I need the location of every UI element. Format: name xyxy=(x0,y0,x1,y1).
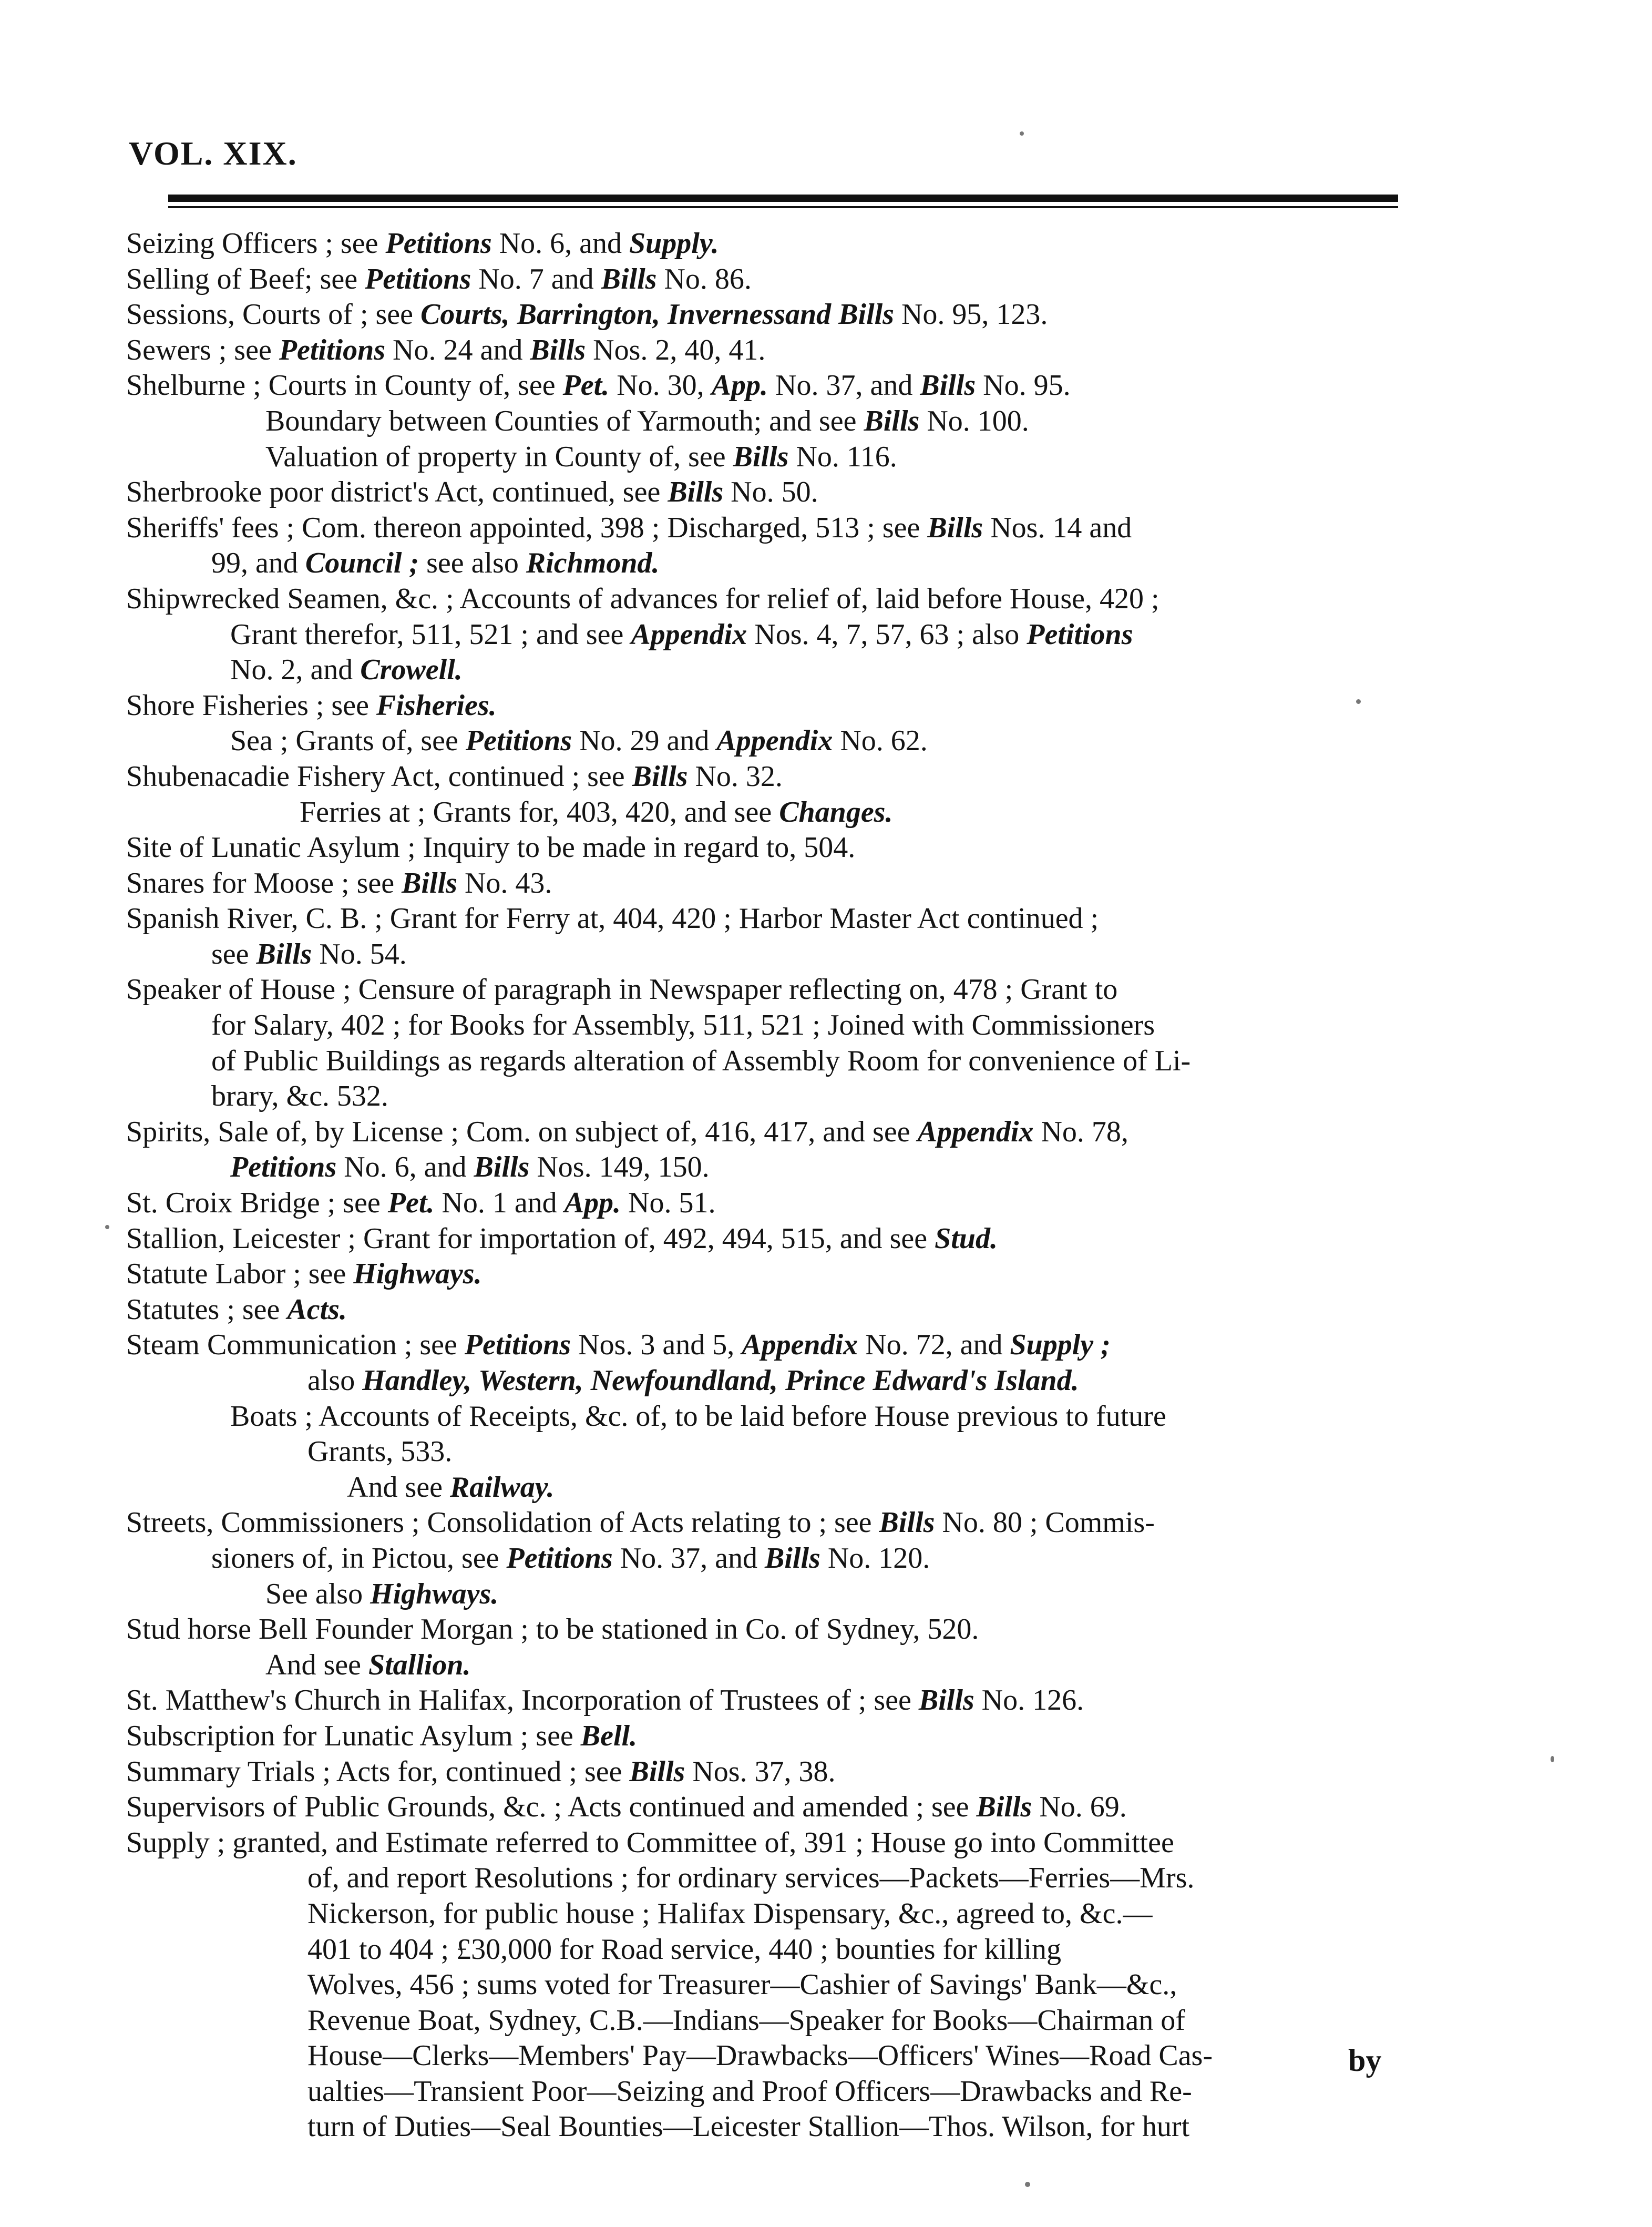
index-line xyxy=(126,546,1409,581)
entry-text: Steam Communication ; see xyxy=(126,1329,465,1362)
cross-reference: Petitions xyxy=(279,333,386,366)
entry-text: No. 54. xyxy=(312,937,407,971)
entry-text: Ferries at ; Grants for, 403, 420, and see xyxy=(300,795,779,829)
entry-text: see also xyxy=(419,547,526,580)
cross-reference: Pet. xyxy=(387,1187,435,1220)
entry-text: Revenue Boat, Sydney, C.B.—Indians—Speaker for Books—Chairman of xyxy=(307,2004,1185,2037)
entry-text: Shubenacadie Fishery Act, continued ; see xyxy=(126,760,632,793)
entry-text: Summary Trials ; Acts for, continued ; see xyxy=(126,1755,630,1788)
entry-text: Nos. 37, 38. xyxy=(685,1755,836,1788)
entry-text: Supply ; granted, and Estimate referred to Committee of, 391 ; House go into Committee xyxy=(126,1826,1174,1859)
entry-text: Spirits, Sale of, by License ; Com. on subject of, 416, 417, and see xyxy=(126,1115,918,1148)
entry-text: No. 6, and xyxy=(491,227,630,260)
cross-reference: Stud. xyxy=(935,1222,998,1255)
entry-text: No. 72, and xyxy=(858,1329,1010,1362)
index-line xyxy=(126,2109,1409,2145)
index-entries xyxy=(126,226,1409,2145)
cross-reference: Petitions xyxy=(465,724,572,758)
entry-text: No. 51. xyxy=(621,1187,716,1220)
cross-reference: Petitions xyxy=(365,262,471,295)
cross-reference: Supply. xyxy=(629,227,719,260)
entry-text: And see xyxy=(265,1648,368,1681)
entry-text: Snares for Moose ; see xyxy=(126,866,402,900)
index-line xyxy=(126,901,1409,937)
entry-text: No. 50. xyxy=(723,476,818,509)
cross-reference: Petitions xyxy=(464,1329,571,1362)
entry-text: No. 37, and xyxy=(768,369,920,402)
entry-text: No. 37, and xyxy=(612,1541,765,1575)
cross-reference: Petitions xyxy=(230,1151,337,1184)
cross-reference: Changes. xyxy=(779,795,893,829)
cross-reference: Bills xyxy=(668,476,724,509)
index-line xyxy=(126,866,1409,902)
cross-reference: Bills xyxy=(838,298,894,331)
entry-text: And see xyxy=(347,1470,450,1504)
entry-text: Nos. 149, 150. xyxy=(529,1151,710,1184)
cross-reference: Appendix xyxy=(631,618,747,651)
entry-text: No. 116. xyxy=(788,440,897,473)
index-line xyxy=(126,795,1409,831)
entry-text: Supervisors of Public Grounds, &c. ; Acts continued and amended ; see xyxy=(126,1791,977,1824)
cross-reference: Bills xyxy=(402,866,457,900)
entry-text: of, and report Resolutions ; for ordinary services—Packets—Ferries—Mrs. xyxy=(307,1862,1195,1895)
entry-text: Sherbrooke poor district's Act, continued, see xyxy=(126,476,668,509)
index-line xyxy=(126,1256,1409,1292)
cross-reference: Bills xyxy=(927,511,983,544)
cross-reference: Highways. xyxy=(370,1577,499,1610)
cross-reference: Bills xyxy=(733,440,789,473)
entry-text: Shipwrecked Seamen, &c. ; Accounts of advances for relief of, laid before House, 420 ; xyxy=(126,582,1160,615)
index-line xyxy=(126,1932,1409,1968)
index-line xyxy=(126,226,1409,262)
entry-text: Shelburne ; Courts in County of, see xyxy=(126,369,563,402)
entry-text: No. 120. xyxy=(820,1541,930,1575)
index-line xyxy=(126,368,1409,404)
index-line xyxy=(126,1008,1409,1044)
index-line xyxy=(126,1363,1409,1399)
entry-text: Nos. 4, 7, 57, 63 ; also xyxy=(747,618,1027,651)
index-line xyxy=(126,1079,1409,1115)
entry-text: St. Matthew's Church in Halifax, Incorporation of Trustees of ; see xyxy=(126,1684,919,1717)
entry-text: Nos. 3 and 5, xyxy=(571,1329,742,1362)
entry-text: for Salary, 402 ; for Books for Assembly, 511, 521 ; Joined with Commissioners xyxy=(211,1009,1155,1042)
index-line xyxy=(126,1115,1409,1150)
index-line xyxy=(126,262,1409,298)
entry-text: Grants, 533. xyxy=(307,1435,453,1468)
cross-reference: Pet. xyxy=(562,369,610,402)
index-line xyxy=(126,510,1409,546)
index-line xyxy=(126,1648,1409,1683)
index-line xyxy=(126,723,1409,759)
cross-reference: Petitions xyxy=(385,227,492,260)
cross-reference: Supply ; xyxy=(1010,1329,1111,1362)
index-line xyxy=(126,688,1409,724)
entry-text: No. 43. xyxy=(457,866,552,900)
cross-reference: Bills xyxy=(474,1151,530,1184)
cross-reference: Bills xyxy=(765,1541,820,1575)
entry-text: No. 2, and xyxy=(230,653,361,687)
entry-text: No. 24 and xyxy=(385,333,530,366)
entry-text: Seizing Officers ; see xyxy=(126,227,386,260)
cross-reference: Richmond. xyxy=(526,547,660,580)
entry-text: Streets, Commissioners ; Consolidation of Acts relating to ; see xyxy=(126,1506,879,1539)
index-line xyxy=(126,440,1409,475)
index-line xyxy=(126,1150,1409,1186)
cross-reference: Bills xyxy=(530,333,586,366)
index-line xyxy=(126,2038,1409,2074)
volume-heading: VOL. XIX. xyxy=(129,135,297,172)
index-line xyxy=(126,581,1409,617)
entry-text: No. 95. xyxy=(976,369,1071,402)
entry-text: No. 30, xyxy=(609,369,712,402)
entry-text: See also xyxy=(265,1577,371,1610)
entry-text: Sewers ; see xyxy=(126,333,279,366)
cross-reference: Courts, Barrington, Invernessand xyxy=(420,298,832,331)
entry-text: No. 7 and xyxy=(471,262,601,295)
index-line xyxy=(126,1612,1409,1648)
cross-reference: Handley, Western, Newfoundland, Prince Edward's Island. xyxy=(362,1364,1079,1397)
index-line xyxy=(126,1292,1409,1328)
cross-reference: Bills xyxy=(632,760,688,793)
entry-text xyxy=(831,298,838,331)
index-line xyxy=(126,617,1409,653)
cross-reference: Petitions xyxy=(506,1541,613,1575)
index-line xyxy=(126,404,1409,440)
index-line xyxy=(126,1399,1409,1435)
entry-text: Sheriffs' fees ; Com. thereon appointed, 398 ; Discharged, 513 ; see xyxy=(126,511,928,544)
index-line xyxy=(126,1505,1409,1541)
entry-text: Speaker of House ; Censure of paragraph in Newspaper reflecting on, 478 ; Grant to xyxy=(126,973,1118,1006)
index-line xyxy=(126,475,1409,510)
entry-text: No. 29 and xyxy=(572,724,717,758)
entry-text: Stud horse Bell Founder Morgan ; to be stationed in Co. of Sydney, 520. xyxy=(126,1613,979,1646)
print-speck xyxy=(1020,131,1024,136)
cross-reference: Bills xyxy=(629,1755,685,1788)
entry-text: of Public Buildings as regards alteration of Assembly Room for convenience of Li- xyxy=(211,1044,1191,1077)
entry-text: No. 32. xyxy=(688,760,783,793)
index-line xyxy=(126,937,1409,973)
cross-reference: Bills xyxy=(864,404,920,437)
index-line xyxy=(126,652,1409,688)
cross-reference: Bills xyxy=(920,369,976,402)
cross-reference: Bills xyxy=(256,937,312,971)
cross-reference: Highways. xyxy=(353,1258,482,1291)
entry-text: Shore Fisheries ; see xyxy=(126,689,376,722)
print-speck xyxy=(105,1225,109,1229)
index-line xyxy=(126,830,1409,866)
entry-text: brary, &c. 532. xyxy=(211,1080,388,1113)
print-speck xyxy=(1551,1756,1554,1762)
entry-text: No. 126. xyxy=(974,1684,1084,1717)
cross-reference: Crowell. xyxy=(360,653,463,687)
entry-text: House—Clerks—Members' Pay—Drawbacks—Officers' Wines—Road Cas- xyxy=(307,2039,1213,2072)
entry-text: Wolves, 456 ; sums voted for Treasurer—Cashier of Savings' Bank—&c., xyxy=(307,1968,1177,2001)
index-line xyxy=(126,972,1409,1008)
index-line xyxy=(126,1967,1409,2003)
cross-reference: App. xyxy=(564,1187,621,1220)
cross-reference: Acts. xyxy=(287,1293,347,1326)
cross-reference: Stallion. xyxy=(368,1648,471,1681)
entry-text: Valuation of property in County of, see xyxy=(265,440,733,473)
index-line xyxy=(126,1434,1409,1470)
catchword: by xyxy=(1348,2043,1382,2078)
cross-reference: Petitions xyxy=(1027,618,1133,651)
index-line xyxy=(126,1719,1409,1754)
entry-text: Boundary between Counties of Yarmouth; and see xyxy=(265,404,864,437)
entry-text: Stallion, Leicester ; Grant for importation of, 492, 494, 515, and see xyxy=(126,1222,935,1255)
entry-text: sioners of, in Pictou, see xyxy=(211,1541,507,1575)
cross-reference: Appendix xyxy=(917,1115,1034,1148)
entry-text: No. 80 ; Commis- xyxy=(935,1506,1155,1539)
entry-text: 401 to 404 ; £30,000 for Road service, 440 ; bounties for killing xyxy=(307,1933,1062,1966)
entry-text: Statutes ; see xyxy=(126,1293,288,1326)
index-line xyxy=(126,297,1409,333)
index-line xyxy=(126,1754,1409,1790)
cross-reference: Bills xyxy=(918,1684,974,1717)
print-speck xyxy=(1025,2182,1030,2187)
cross-reference: Railway. xyxy=(449,1470,555,1504)
entry-text: No. 69. xyxy=(1032,1791,1127,1824)
entry-text: Grant therefor, 511, 521 ; and see xyxy=(230,618,631,651)
index-line xyxy=(126,1044,1409,1079)
entry-text: Nos. 14 and xyxy=(983,511,1132,544)
index-line xyxy=(126,1541,1409,1577)
entry-text: No. 100. xyxy=(919,404,1029,437)
entry-text: turn of Duties—Seal Bounties—Leicester Stallion—Thos. Wilson, for hurt xyxy=(307,2110,1190,2143)
entry-text: also xyxy=(307,1364,363,1397)
index-line xyxy=(126,1186,1409,1221)
entry-text: Selling of Beef; see xyxy=(126,262,365,295)
index-line xyxy=(126,759,1409,795)
entry-text: 99, and xyxy=(211,547,305,580)
entry-text: Boats ; Accounts of Receipts, &c. of, to be laid before House previous to future xyxy=(230,1399,1166,1433)
entry-text: Nickerson, for public house ; Halifax Dispensary, &c., agreed to, &c.— xyxy=(307,1897,1153,1930)
cross-reference: App. xyxy=(711,369,768,402)
entry-text: Sessions, Courts of ; see xyxy=(126,298,420,331)
entry-text: Spanish River, C. B. ; Grant for Ferry at, 404, 420 ; Harbor Master Act continued ; xyxy=(126,902,1099,935)
header-rule-thick xyxy=(168,195,1398,202)
index-line xyxy=(126,1790,1409,1825)
cross-reference: Fisheries. xyxy=(376,689,497,722)
entry-text: ualties—Transient Poor—Seizing and Proof Officers—Drawbacks and Re- xyxy=(307,2075,1192,2108)
entry-text: No. 86. xyxy=(656,262,752,295)
entry-text: St. Croix Bridge ; see xyxy=(126,1187,388,1220)
cross-reference: Bell. xyxy=(580,1719,638,1752)
entry-text: Site of Lunatic Asylum ; Inquiry to be made in regard to, 504. xyxy=(126,831,856,864)
header-rule-thin xyxy=(168,206,1398,208)
index-line xyxy=(126,1896,1409,1932)
cross-reference: Council ; xyxy=(305,547,419,580)
entry-text: Statute Labor ; see xyxy=(126,1258,354,1291)
cross-reference: Bills xyxy=(879,1506,935,1539)
entry-text: No. 1 and xyxy=(434,1187,565,1220)
index-line xyxy=(126,1861,1409,1896)
entry-text: No. 95, 123. xyxy=(894,298,1048,331)
index-line xyxy=(126,1327,1409,1363)
entry-text: No. 78, xyxy=(1033,1115,1128,1148)
index-line xyxy=(126,2074,1409,2110)
entry-text: Sea ; Grants of, see xyxy=(230,724,466,758)
cross-reference: Appendix xyxy=(742,1329,858,1362)
cross-reference: Appendix xyxy=(716,724,833,758)
entry-text: see xyxy=(211,937,256,971)
index-line xyxy=(126,1470,1409,1506)
entry-text: Nos. 2, 40, 41. xyxy=(586,333,766,366)
index-line xyxy=(126,1577,1409,1612)
cross-reference: Bills xyxy=(601,262,657,295)
entry-text: Subscription for Lunatic Asylum ; see xyxy=(126,1719,581,1752)
index-line xyxy=(126,1683,1409,1719)
cross-reference: Bills xyxy=(976,1791,1032,1824)
index-line xyxy=(126,333,1409,369)
entry-text: No. 62. xyxy=(833,724,928,758)
index-line xyxy=(126,2003,1409,2039)
print-speck xyxy=(1356,699,1361,704)
entry-text: No. 6, and xyxy=(336,1151,474,1184)
index-line xyxy=(126,1825,1409,1861)
index-line xyxy=(126,1221,1409,1257)
